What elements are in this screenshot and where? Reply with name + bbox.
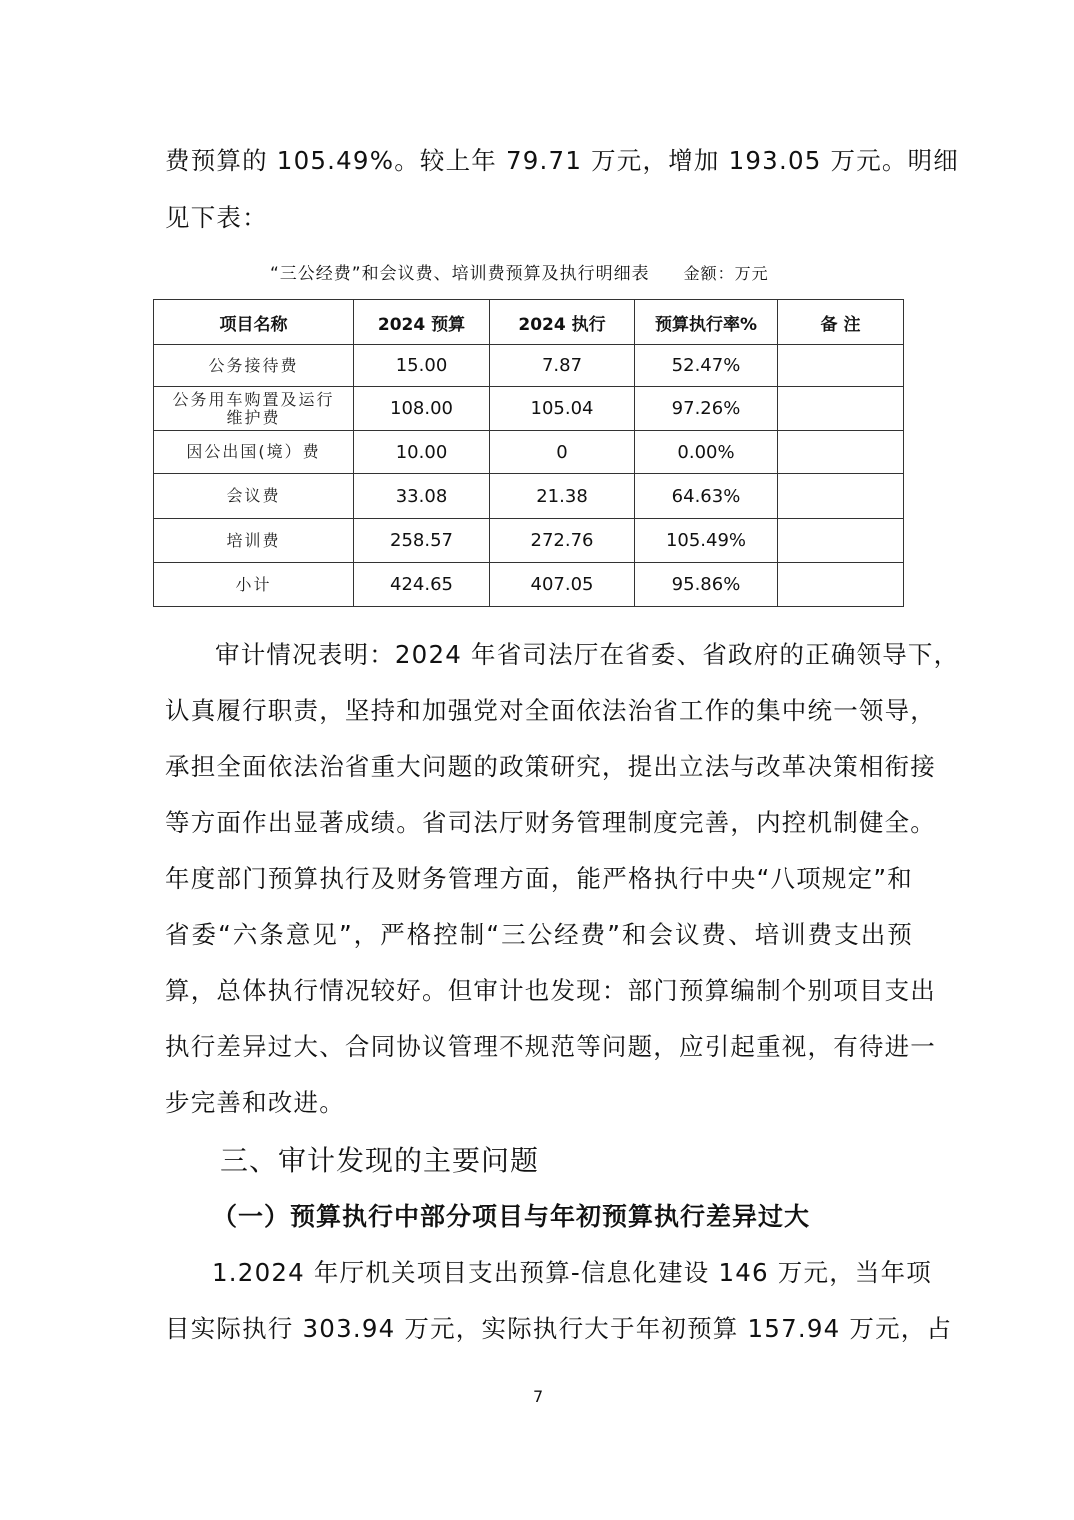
subsection-heading: （一）预算执行中部分项目与年初预算执行差异过大 <box>212 1202 811 1231</box>
cell-name-line-2: 维护费 <box>226 407 281 427</box>
budget-table <box>153 299 904 607</box>
header-rate: 预算执行率% <box>635 300 778 345</box>
cell-actual: 105.04 <box>490 387 635 431</box>
table-caption <box>270 259 769 284</box>
table-row <box>154 345 904 387</box>
header-item-name: 项目名称 <box>154 300 354 345</box>
paragraph-line: 年度部门预算执行及财务管理方面，能严格执行中央“八项规定”和 <box>165 864 913 893</box>
cell-actual: 21.38 <box>490 474 635 519</box>
cell-rate: 64.63% <box>635 474 778 519</box>
table-row <box>154 474 904 519</box>
paragraph-line: 步完善和改进。 <box>165 1088 345 1117</box>
section-heading: 三、审计发现的主要问题 <box>220 1144 540 1177</box>
paragraph-line: 省委“六条意见”，严格控制“三公经费”和会议费、培训费支出预 <box>165 920 913 949</box>
cell-actual: 407.05 <box>490 563 635 607</box>
cell-actual: 7.87 <box>490 345 635 387</box>
header-budget: 2024 预算 <box>354 300 490 345</box>
paragraph-line: 算，总体执行情况较好。但审计也发现：部门预算编制个别项目支出 <box>165 976 936 1005</box>
table-row <box>154 387 904 431</box>
cell-rate: 52.47% <box>635 345 778 387</box>
paragraph-line: 执行差异过大、合同协议管理不规范等问题，应引起重视，有待进一 <box>165 1032 936 1061</box>
cell-budget: 424.65 <box>354 563 490 607</box>
paragraph-line: 认真履行职责，坚持和加强党对全面依法治省工作的集中统一领导， <box>165 696 936 725</box>
cell-rate: 105.49% <box>635 519 778 563</box>
paragraph-line: 承担全面依法治省重大问题的政策研究，提出立法与改革决策相衔接 <box>165 752 936 781</box>
table-row <box>154 563 904 607</box>
cell-note <box>778 387 904 431</box>
table-row <box>154 431 904 474</box>
intro-line-1: 费预算的 105.49%。较上年 79.71 万元，增加 193.05 万元。明细 <box>165 146 960 175</box>
cell-rate: 97.26% <box>635 387 778 431</box>
cell-actual: 0 <box>490 431 635 474</box>
cell-rate: 0.00% <box>635 431 778 474</box>
cell-note <box>778 519 904 563</box>
cell-note <box>778 431 904 474</box>
cell-actual: 272.76 <box>490 519 635 563</box>
cell-name: 因公出国(境）费 <box>154 431 354 474</box>
header-note: 备 注 <box>778 300 904 345</box>
table-row <box>154 519 904 563</box>
cell-note <box>778 474 904 519</box>
cell-budget: 10.00 <box>354 431 490 474</box>
cell-budget: 258.57 <box>354 519 490 563</box>
header-actual: 2024 执行 <box>490 300 635 345</box>
cell-name: 培训费 <box>154 519 354 563</box>
cell-rate: 95.86% <box>635 563 778 607</box>
cell-note <box>778 345 904 387</box>
paragraph-line: 1.2024 年厅机关项目支出预算-信息化建设 146 万元，当年项 <box>212 1258 932 1287</box>
cell-note <box>778 563 904 607</box>
paragraph-line: 等方面作出显著成绩。省司法厅财务管理制度完善，内控机制健全。 <box>165 808 936 837</box>
paragraph-line: 目实际执行 303.94 万元，实际执行大于年初预算 157.94 万元，占 <box>165 1314 953 1343</box>
cell-name: 公务接待费 <box>154 345 354 387</box>
cell-name-line-1: 公务用车购置及运行 <box>172 389 335 409</box>
intro-line-2: 见下表： <box>165 203 268 232</box>
cell-budget: 108.00 <box>354 387 490 431</box>
cell-name <box>154 387 354 431</box>
page-number: 7 <box>533 1387 544 1406</box>
cell-name: 小计 <box>154 563 354 607</box>
table-unit: 金额：万元 <box>683 264 769 283</box>
table-title: “三公经费”和会议费、培训费预算及执行明细表 <box>270 264 650 284</box>
cell-budget: 15.00 <box>354 345 490 387</box>
cell-name: 会议费 <box>154 474 354 519</box>
paragraph-line: 审计情况表明：2024 年省司法厅在省委、省政府的正确领导下， <box>215 640 960 669</box>
table-header-row <box>154 300 904 345</box>
cell-budget: 33.08 <box>354 474 490 519</box>
